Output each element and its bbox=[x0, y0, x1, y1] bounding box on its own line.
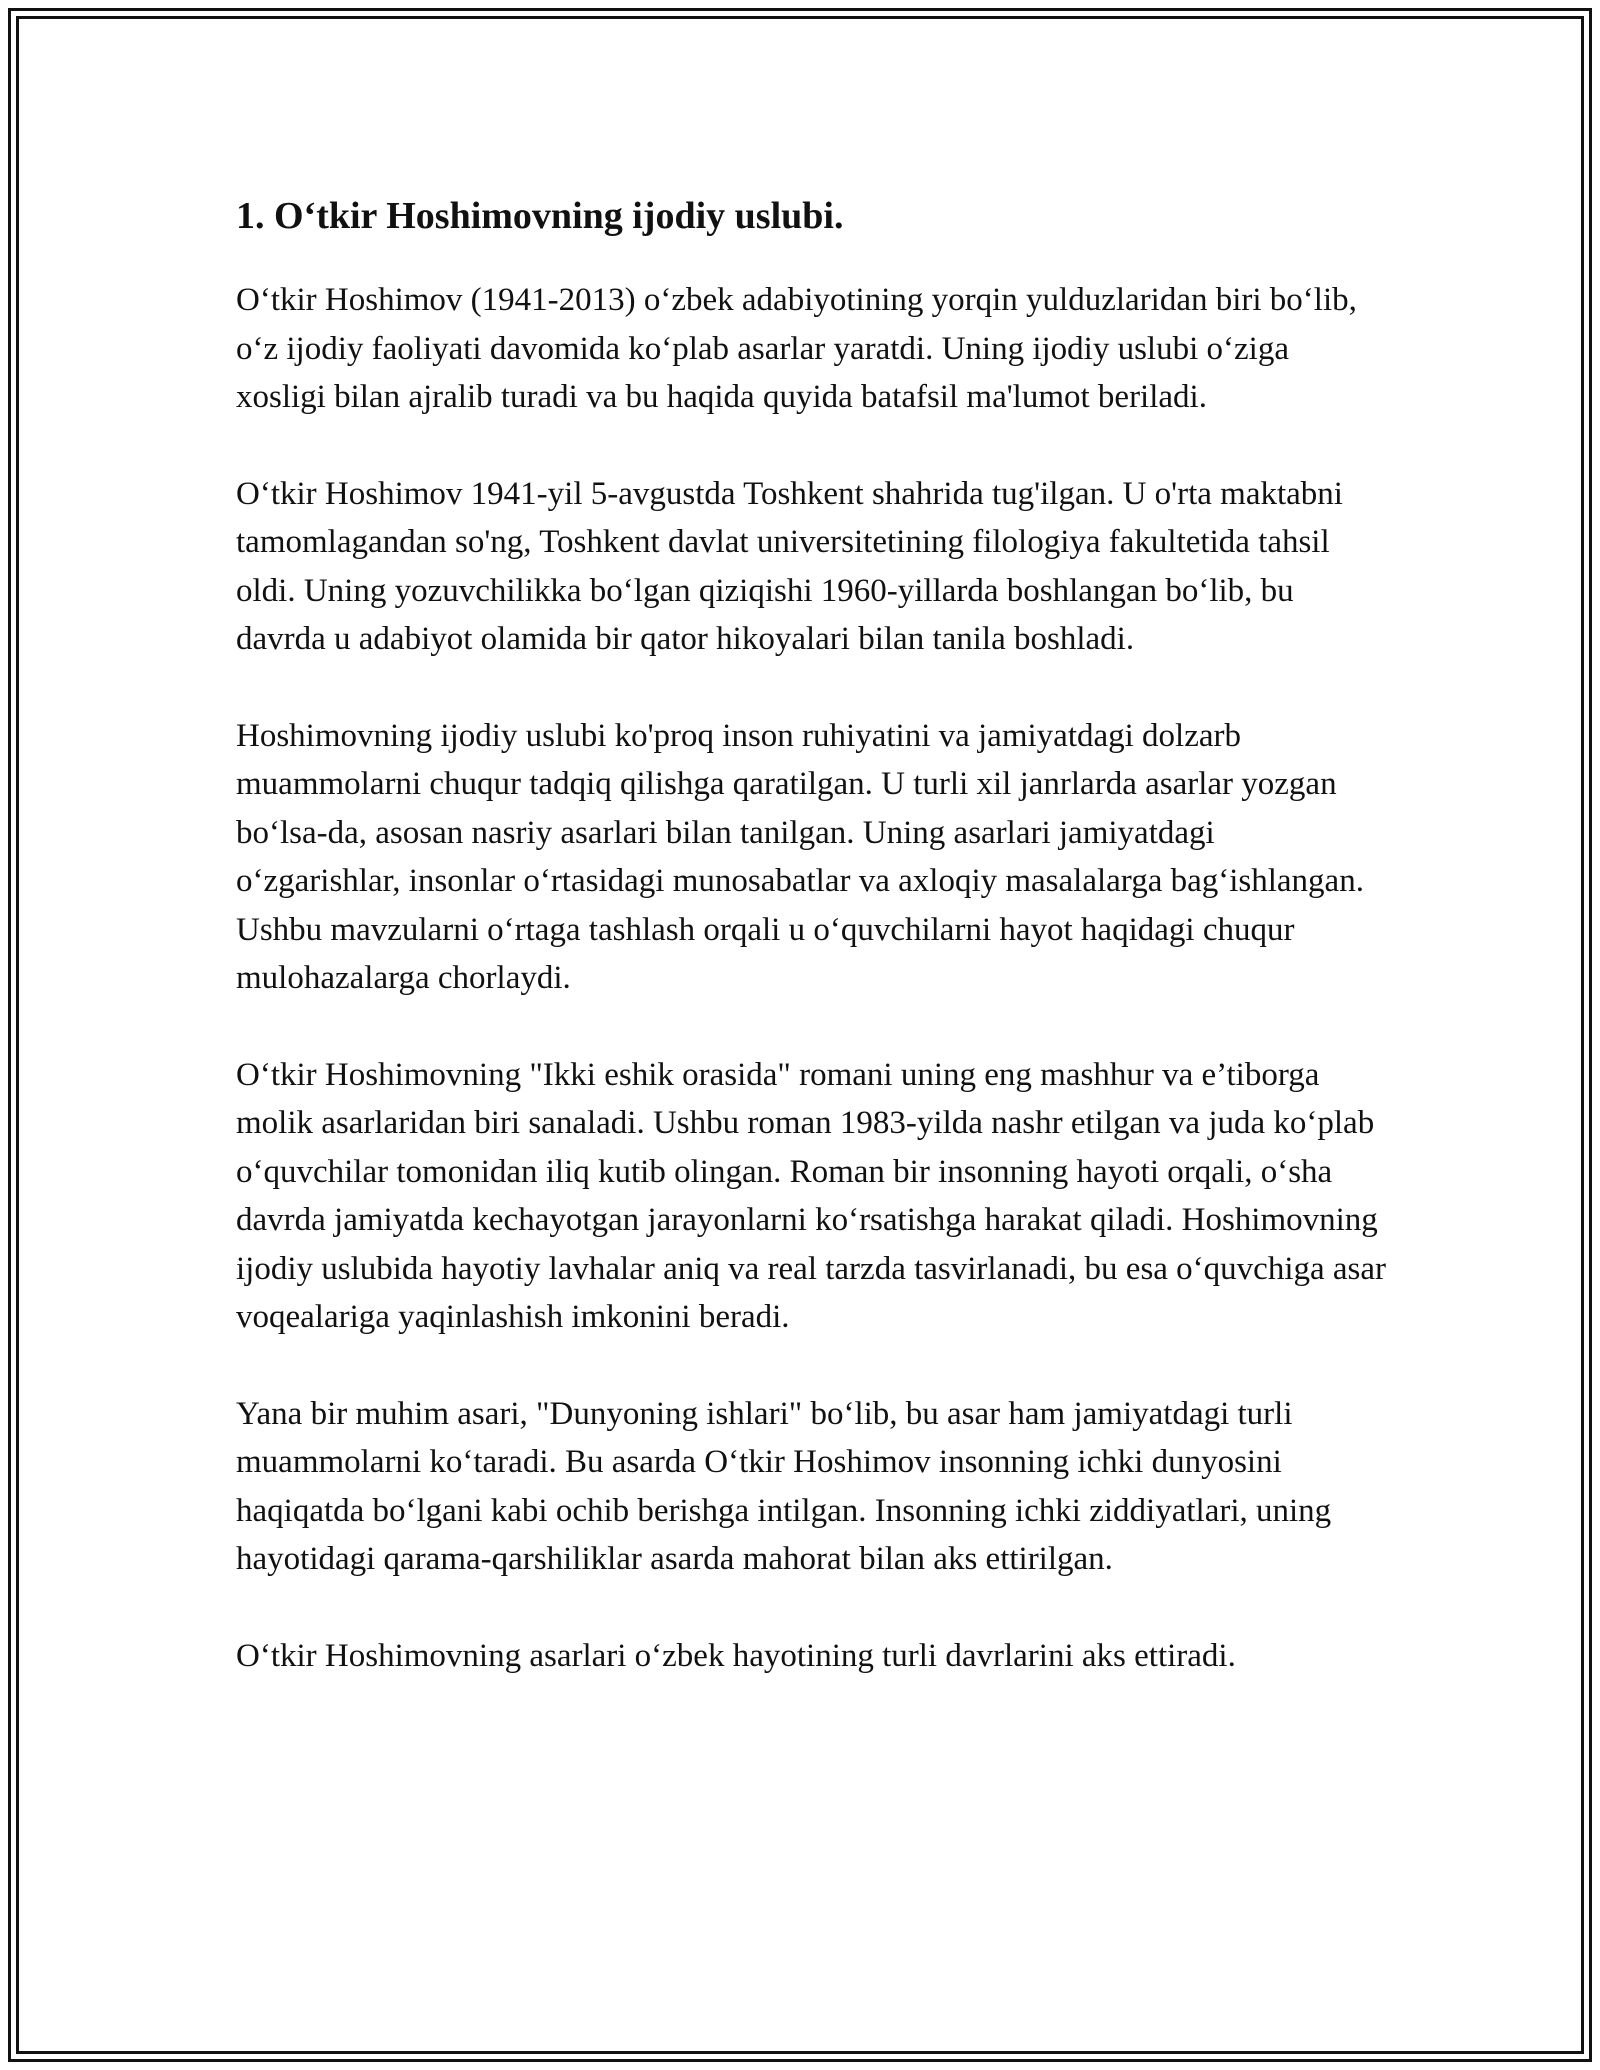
paragraph-conclusion: O‘tkir Hoshimovning asarlari o‘zbek hayotining turli davrlarini aks ettiradi. bbox=[236, 1637, 1236, 1674]
section-heading: 1. O‘tkir Hoshimovning ijodiy uslubi. bbox=[236, 195, 844, 237]
paragraph-ikki-eshik-orasida: O‘tkir Hoshimovning "Ikki eshik orasida" romani uning eng mashhur va e’tiborga molik asarlaridan biri sanaladi. Ushbu roman 1983-yilda nashr etilgan va juda ko‘plab o‘quvchilar tomonidan iliq kutib olingan. Roman bir insonning hayoti orqali, o‘sha davrda jamiyatda kechayotgan jarayonlarni ko‘rsatishga harakat qiladi. Hoshimovning ijodiy uslubida hayotiy lavhalar aniq va real tarzda tasvirlanadi, bu esa o‘quvchiga asar voqealariga yaqinlashish imkonini beradi. bbox=[236, 1056, 1387, 1335]
paragraph-dunyoning-ishlari: Yana bir muhim asari, "Dunyoning ishlari" bo‘lib, bu asar ham jamiyatdagi turli muammolarni ko‘taradi. Bu asarda O‘tkir Hoshimov insonning ichki dunyosini haqiqatda bo‘lgani kabi ochib berishga intilgan. Insonning ichki ziddiyatlari, uning hayotidagi qarama-qarshiliklar asarda mahorat bilan aks ettirilgan. bbox=[236, 1395, 1332, 1577]
document-body bbox=[236, 186, 1386, 1680]
paragraph-intro: O‘tkir Hoshimov (1941-2013) o‘zbek adabiyotining yorqin yulduzlaridan biri bo‘lib, o‘z ijodiy faoliyati davomida ko‘plab asarlar yaratdi. Uning ijodiy uslubi o‘ziga xosligi bilan ajralib turadi va bu haqida quyida batafsil ma'lumot beriladi. bbox=[236, 282, 1357, 415]
paragraph-style: Hoshimovning ijodiy uslubi ko'proq inson ruhiyatini va jamiyatdagi dolzarb muammolarni chuqur tadqiq qilishga qaratilgan. U turli xil janrlarda asarlar yozgan bo‘lsa-da, asosan nasriy asarlari bilan tanilgan. Uning asarlari jamiyatdagi o‘zgarishlar, insonlar o‘rtasidagi munosabatlar va axloqiy masalalarga bag‘ishlangan. Ushbu mavzularni o‘rtaga tashlash orqali u o‘quvchilarni hayot haqidagi chuqur mulohazalarga chorlaydi. bbox=[236, 717, 1364, 996]
paragraph-biography: O‘tkir Hoshimov 1941-yil 5-avgustda Toshkent shahrida tug'ilgan. U o'rta maktabni tamomlagandan so'ng, Toshkent davlat universitetining filologiya fakultetida tahsil oldi. Uning yozuvchilikka bo‘lgan qiziqishi 1960-yillarda boshlangan bo‘lib, bu davrda u adabiyot olamida bir qator hikoyalari bilan tanila boshladi. bbox=[236, 475, 1343, 657]
